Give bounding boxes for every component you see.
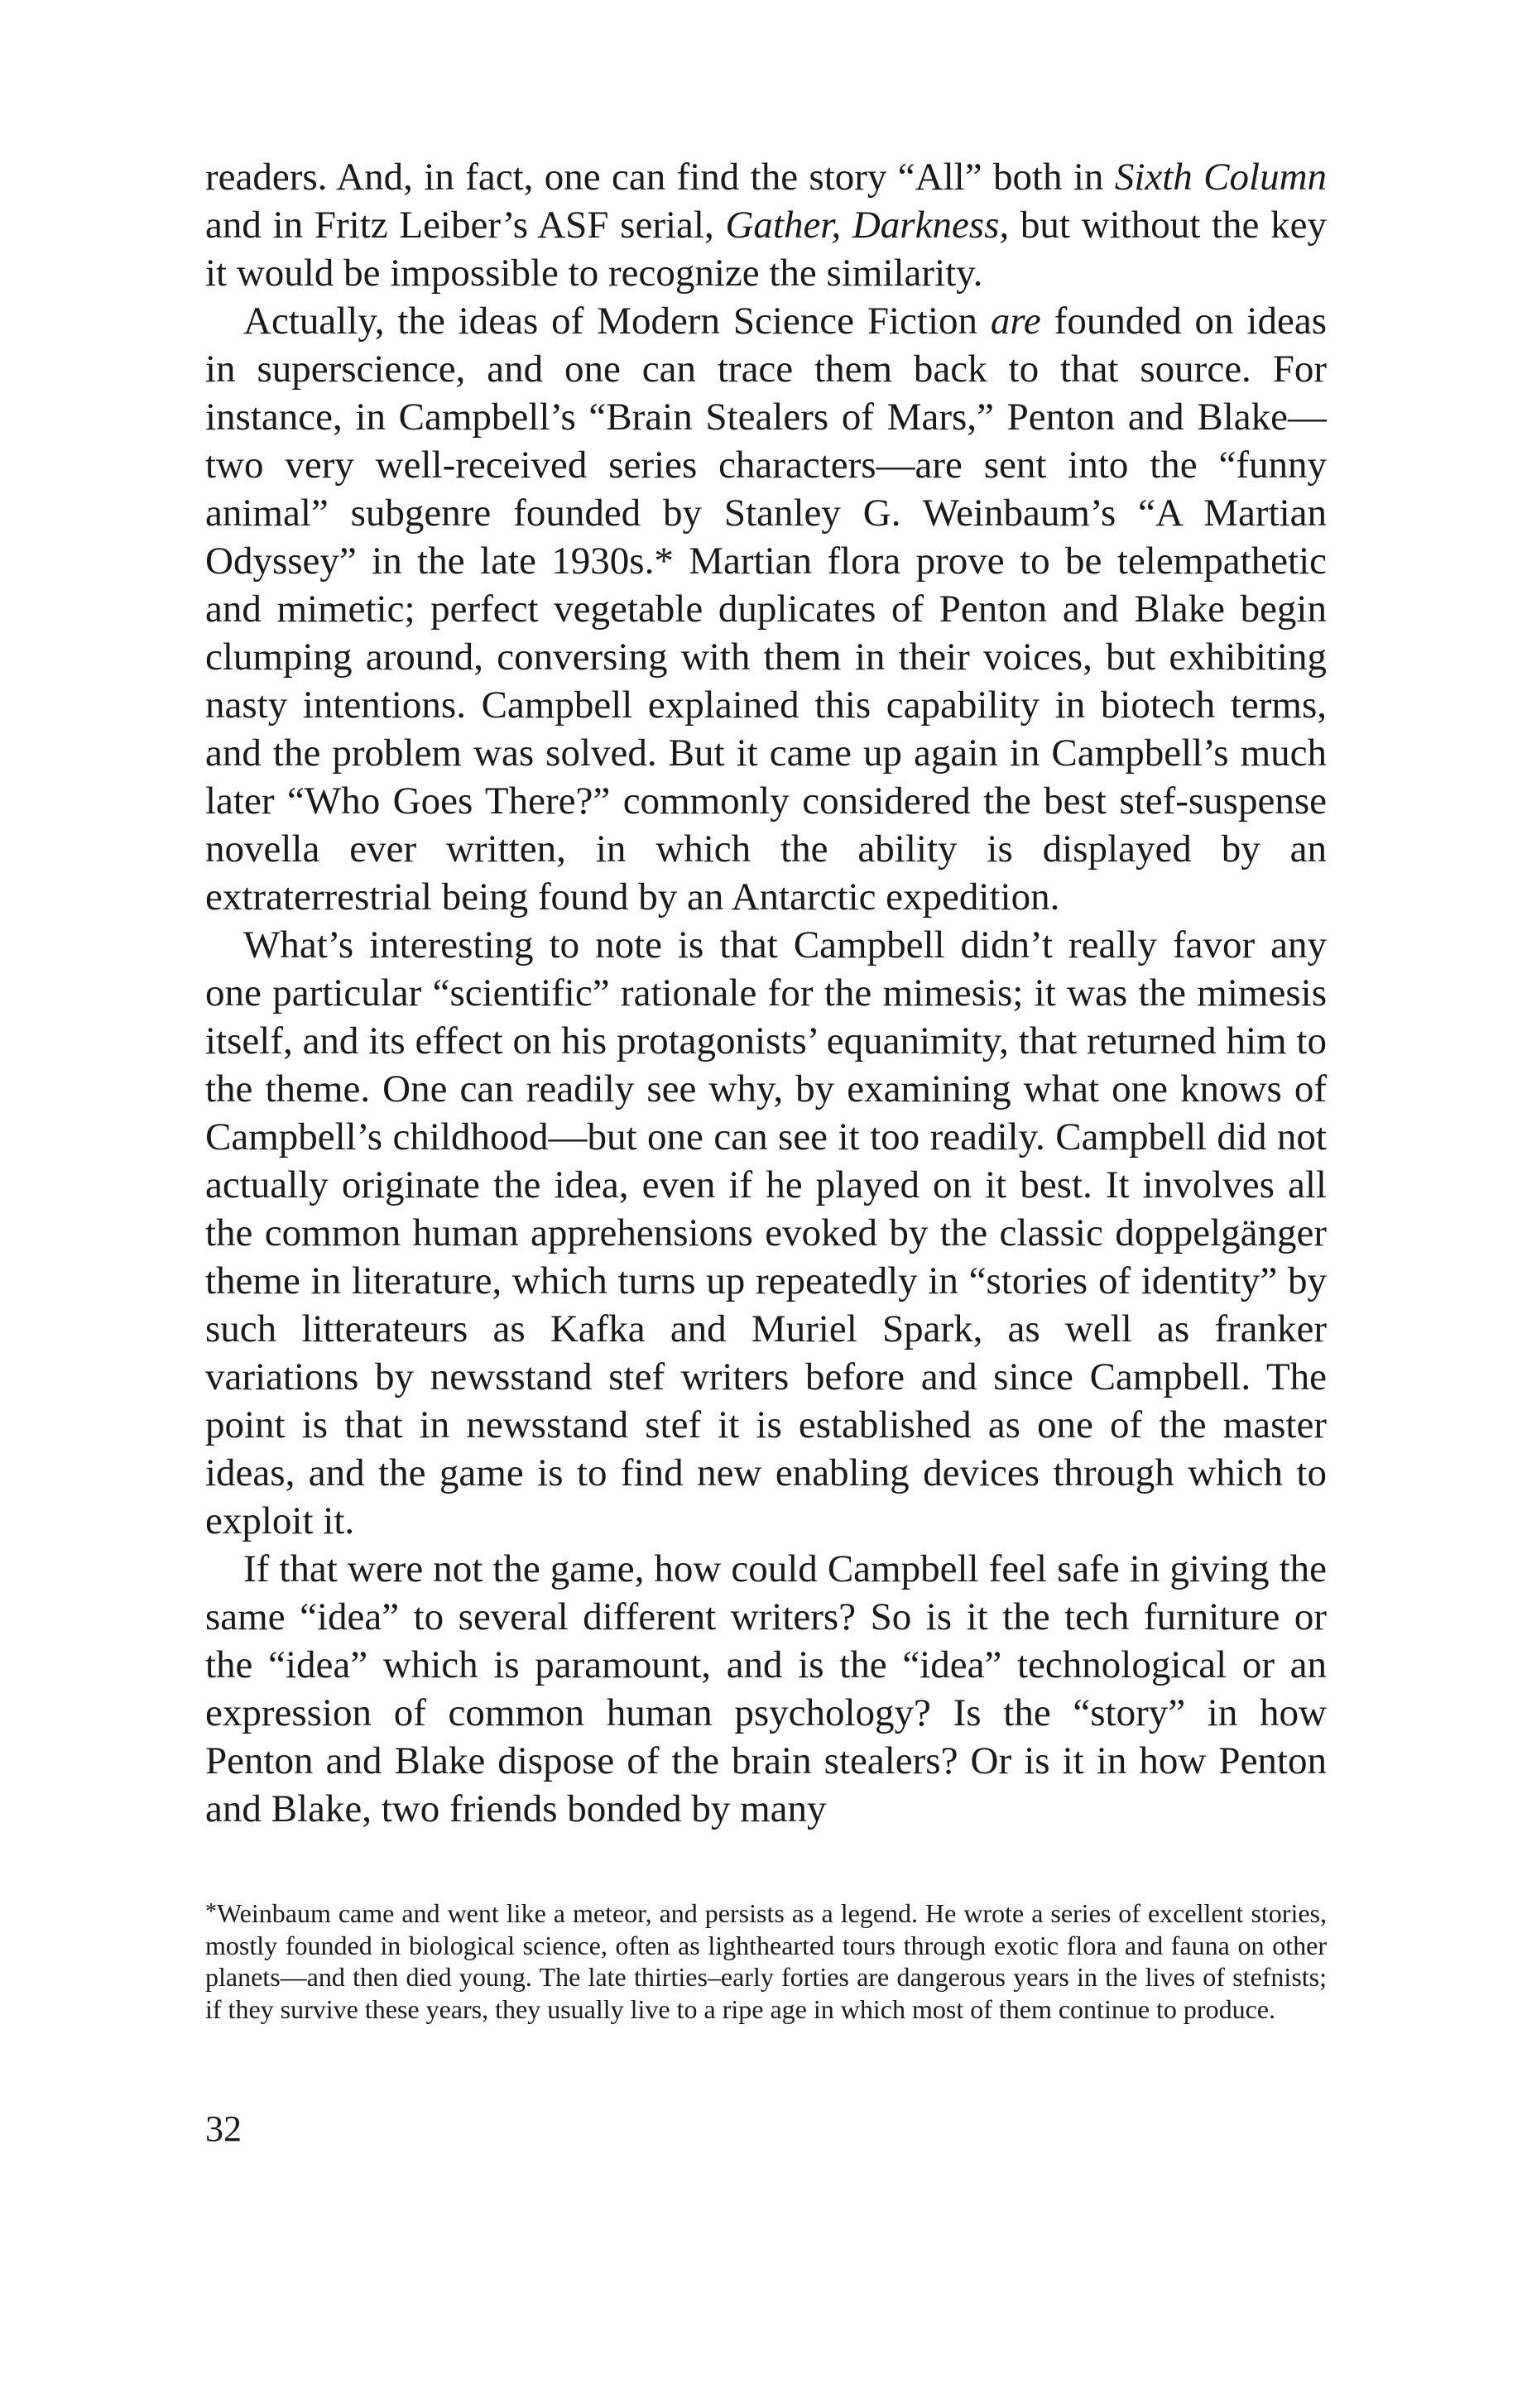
- book-title: Sixth Column: [1114, 156, 1328, 199]
- footnote-marker: *: [205, 1899, 217, 1925]
- paragraph: [205, 1545, 1327, 1833]
- page-body: [205, 153, 1327, 1833]
- text-run: If that were not the game, how could Campbell feel safe in giving the same “idea” to several different writers? So is it the tech furniture or the “idea” which is paramount, and is the “idea” technological or an expression of common human psychology? Is the “story” in how Penton and Blake dispose of the brain stealers? Or is it in how Penton and Blake, two friends bonded by many: [205, 1547, 1327, 1830]
- text-run: readers. And, in fact, one can find the story “All” both in: [205, 156, 1115, 199]
- text-run: Actually, the ideas of Modern Science Fiction: [243, 300, 991, 343]
- footnote: [205, 1897, 1327, 2025]
- book-title: Gather, Darkness,: [725, 204, 1010, 247]
- paragraph: [205, 153, 1327, 297]
- text-run: What’s interesting to note is that Campbell didn’t really favor any one particular “scientific” rationale for the mimesis; it was the mimesis itself, and its effect on his protagonists’ equanimity, that returned him to the theme. One can readily see why, by examining what one knows of Campbell’s childhood—but one can see it too readily. Campbell did not actually originate the idea, even if he played on it best. It involves all the common human apprehensions evoked by the classic doppelgänger theme in literature, which turns up repeatedly in “stories of identity” by such litterateurs as Kafka and Muriel Spark, as well as franker variations by newsstand stef writers before and since Campbell. The point is that in newsstand stef it is established as one of the master ideas, and the game is to find new enabling devices through which to exploit it.: [205, 923, 1327, 1542]
- paragraph: [205, 921, 1327, 1545]
- text-run: and in Fritz Leiber’s ASF serial,: [205, 204, 726, 247]
- emphasis: are: [990, 300, 1041, 343]
- footnote-text: Weinbaum came and went like a meteor, and persists as a legend. He wrote a series of excellent stories, mostly founded in biological science, often as lighthearted tours through exotic flora and fauna on other planets—and then died young. The late thirties–early forties are dangerous years in the lives of stefnists; if they survive these years, they usually live to a ripe age in which most of them continue to produce.: [205, 1898, 1327, 2024]
- paragraph: [205, 297, 1327, 921]
- page-number: 32: [205, 2108, 242, 2149]
- body-text: [205, 153, 1327, 1833]
- text-run: but without the key it would be impossible to recognize the similarity.: [205, 204, 1327, 295]
- text-run: founded on ideas in superscience, and one can trace them back to that source. For instance, in Campbell’s “Brain Stealers of Mars,” Penton and Blake—two very well-received series characters—are sent into the “funny animal” subgenre founded by Stanley G. Weinbaum’s “A Martian Odyssey” in the late 1930s.* Martian flora prove to be telempathetic and mimetic; perfect vegetable duplicates of Penton and Blake begin clumping around, conversing with them in their voices, but exhibiting nasty intentions. Campbell explained this capability in biotech terms, and the problem was solved. But it came up again in Campbell’s much later “Who Goes There?” commonly considered the best stef-suspense novella ever written, in which the ability is displayed by an extraterrestrial being found by an Antarctic expedition.: [205, 300, 1328, 919]
